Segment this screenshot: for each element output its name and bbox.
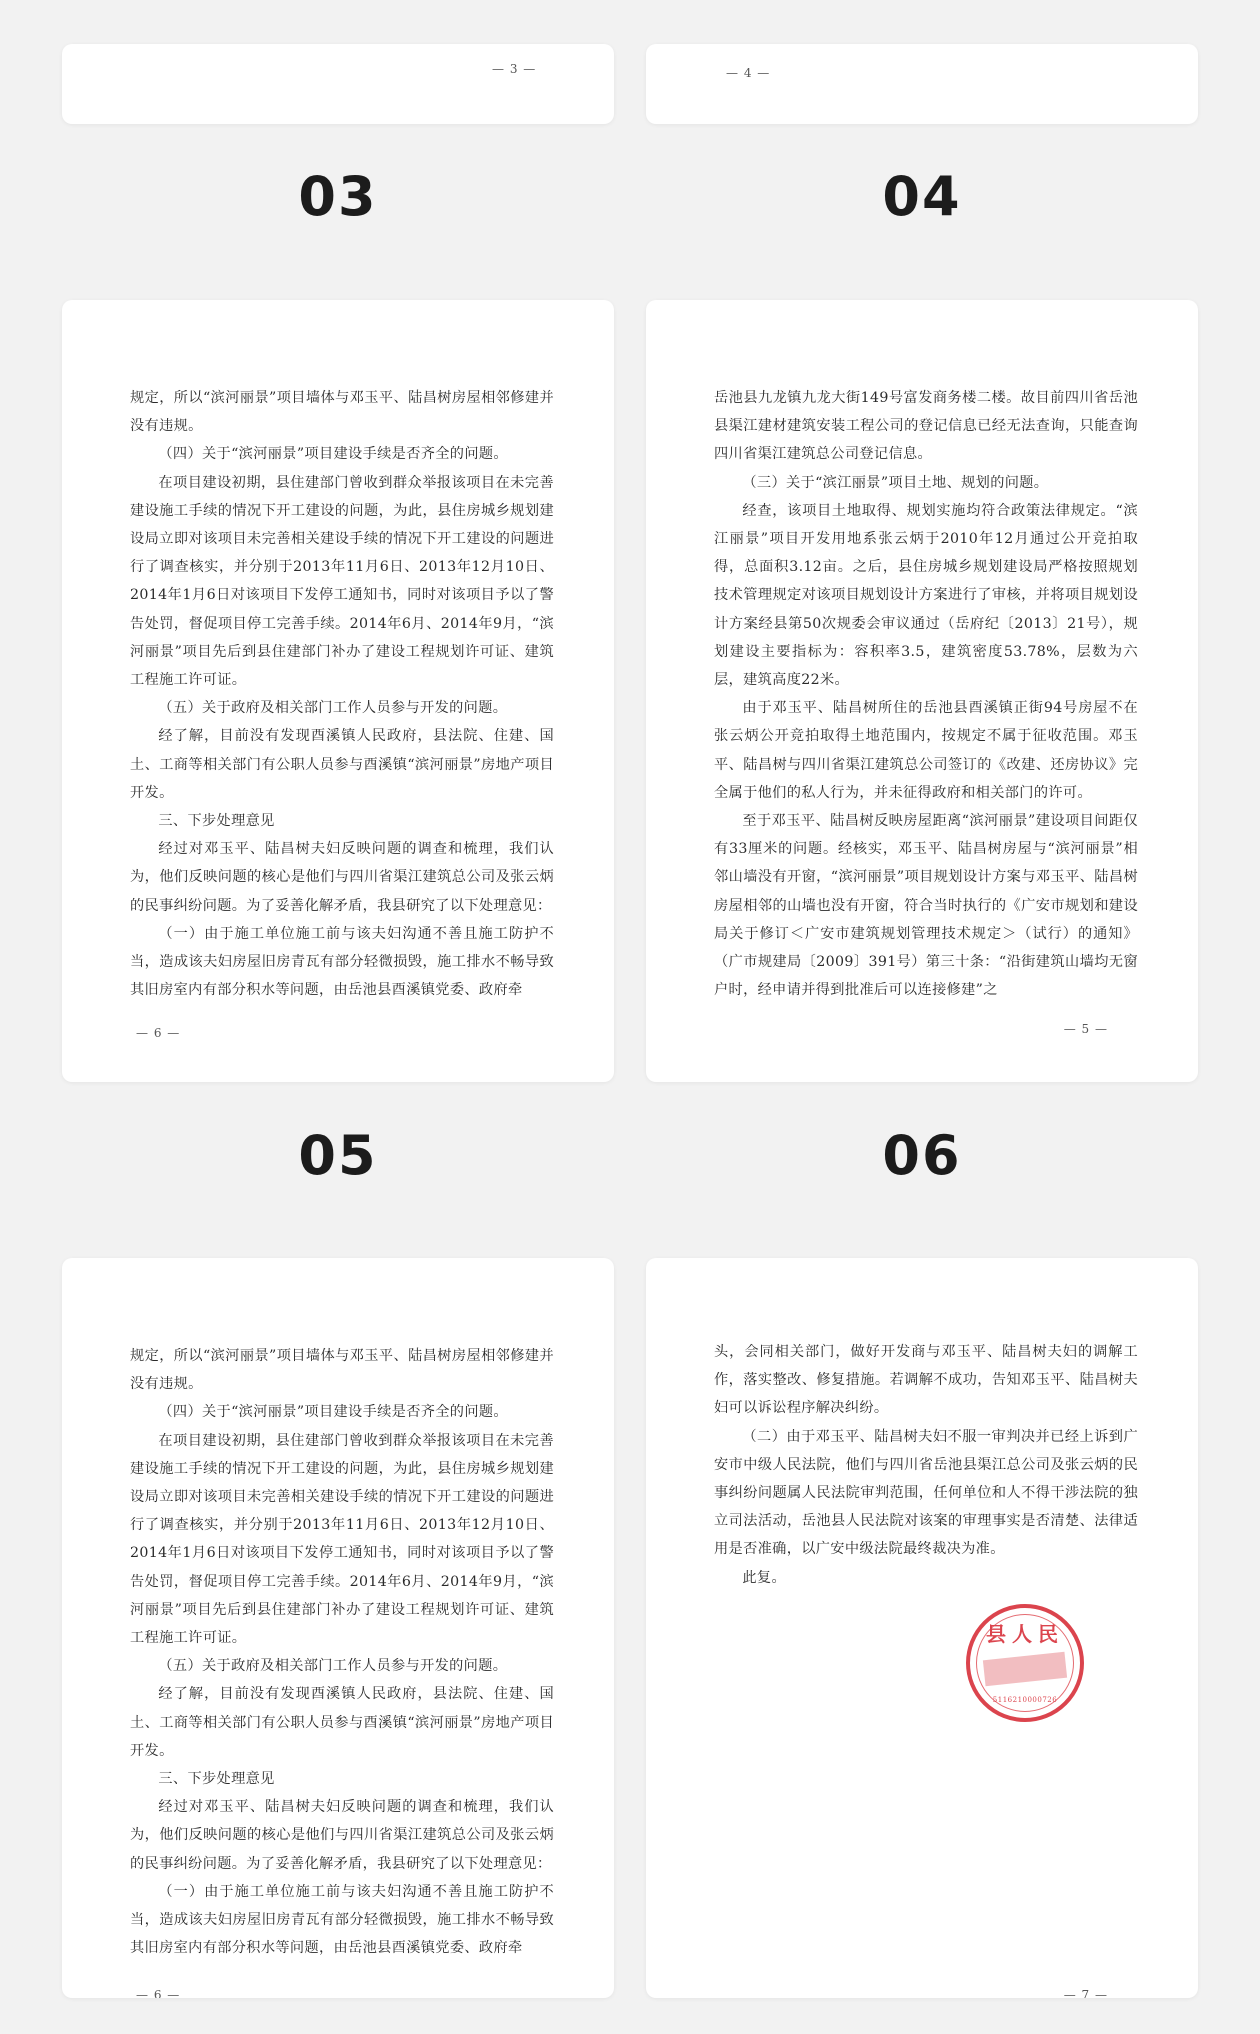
paragraph: （五）关于政府及相关部门工作人员参与开发的问题。 [158, 1658, 508, 1675]
paragraph: （三）关于“滨江丽景”项目土地、规划的问题。 [742, 474, 1049, 491]
seal-text: 县人民 [986, 1622, 1064, 1646]
document-body [130, 1342, 554, 1962]
page-card-top-right [646, 44, 1198, 124]
section-heading: 三、下步处理意见 [158, 813, 275, 830]
paragraph: 经了解，目前没有发现酉溪镇人民政府，县法院、住建、国土、工商等相关部门有公职人员参与酉溪镇“滨河丽景”房地产项目开发。 [130, 728, 554, 801]
page-card-04 [646, 300, 1198, 1082]
page-card-06 [646, 1258, 1198, 1998]
section-label-03: 03 [298, 165, 378, 228]
paragraph: 头，会同相关部门，做好开发商与邓玉平、陆昌树夫妇的调解工作，落实整改、修复措施。若调解不成功，告知邓玉平、陆昌树夫妇可以诉讼程序解决纠纷。 [714, 1344, 1138, 1417]
seal-code: 5116210000726 [992, 1696, 1058, 1704]
paragraph: 经过对邓玉平、陆昌树夫妇反映问题的调查和梳理，我们认为，他们反映问题的核心是他们与四川省渠江建筑总公司及张云炳的民事纠纷问题。为了妥善化解矛盾，我县研究了以下处理意见： [130, 1799, 554, 1872]
paragraph: 岳池县九龙镇九龙大街149号富发商务楼二楼。故目前四川省岳池县渠江建材建筑安装工程公司的登记信息已经无法查询，只能查询四川省渠江建筑总公司登记信息。 [714, 390, 1138, 463]
paragraph: 规定，所以“滨河丽景”项目墙体与邓玉平、陆昌树房屋相邻修建并没有违规。 [130, 390, 554, 435]
document-body [130, 384, 554, 1004]
document-body [714, 1338, 1138, 1592]
page-number: — 6 — [136, 1988, 181, 1998]
paragraph: 规定，所以“滨河丽景”项目墙体与邓玉平、陆昌树房屋相邻修建并没有违规。 [130, 1348, 554, 1393]
official-seal [966, 1604, 1084, 1722]
page-number: — 6 — [136, 1026, 181, 1040]
document-body [714, 384, 1138, 1004]
paragraph: 经查，该项目土地取得、规划实施均符合政策法律规定。“滨江丽景”项目开发用地系张云炳于2010年12月通过公开竞拍取得，总面积3.12亩。之后，县住房城乡规划建设局严格按照规划技术管理规定对该项目规划设计方案进行了审核，并将项目规划设计方案经县第50次规委会审议通过（岳府纪〔2013〕21号），规划建设主要指标为：容积率3.5，建筑密度53.78%，层数为六层，建筑高度22米。 [714, 502, 1138, 689]
paragraph: （四）关于“滨河丽景”项目建设手续是否齐全的问题。 [158, 446, 508, 463]
paragraph: 由于邓玉平、陆昌树所住的岳池县酉溪镇正街94号房屋不在张云炳公开竞拍取得土地范围内，按规定不属于征收范围。邓玉平、陆昌树与四川省渠江建筑总公司签订的《改建、还房协议》完全属于他们的私人行为，并未征得政府和相关部门的许可。 [714, 700, 1138, 801]
page-card-top-left [62, 44, 614, 124]
paragraph: （五）关于政府及相关部门工作人员参与开发的问题。 [158, 700, 508, 717]
page-number: — 5 — [1063, 1022, 1108, 1036]
page-number: — 7 — [1063, 1988, 1108, 1998]
section-heading: 三、下步处理意见 [158, 1771, 275, 1788]
section-label-05: 05 [298, 1124, 378, 1187]
paragraph: 在项目建设初期，县住建部门曾收到群众举报该项目在未完善建设施工手续的情况下开工建设的问题，为此，县住房城乡规划建设局立即对该项目未完善相关建设手续的情况下开工建设的问题进行了调查核实，并分别于2013年11月6日、2013年12月10日、2014年1月6日对该项目下发停工通知书，同时对该项目予以了警告处罚，督促项目停工完善手续。2014年6月、2014年9月，“滨河丽景”项目先后到县住建部门补办了建设工程规划许可证、建筑工程施工许可证。 [130, 1432, 554, 1647]
paragraph: （一）由于施工单位施工前与该夫妇沟通不善且施工防护不当，造成该夫妇房屋旧房青瓦有部分轻微损毁，施工排水不畅导致其旧房室内有部分积水等问题，由岳池县酉溪镇党委、政府牵 [130, 925, 554, 999]
paragraph: 经过对邓玉平、陆昌树夫妇反映问题的调查和梳理，我们认为，他们反映问题的核心是他们与四川省渠江建筑总公司及张云炳的民事纠纷问题。为了妥善化解矛盾，我县研究了以下处理意见： [130, 841, 554, 914]
paragraph: 在项目建设初期，县住建部门曾收到群众举报该项目在未完善建设施工手续的情况下开工建设的问题，为此，县住房城乡规划建设局立即对该项目未完善相关建设手续的情况下开工建设的问题进行了调查核实，并分别于2013年11月6日、2013年12月10日、2014年1月6日对该项目下发停工通知书，同时对该项目予以了警告处罚，督促项目停工完善手续。2014年6月、2014年9月，“滨河丽景”项目先后到县住建部门补办了建设工程规划许可证、建筑工程施工许可证。 [130, 474, 554, 689]
page-number: — 4 — [726, 66, 771, 80]
paragraph: （四）关于“滨河丽景”项目建设手续是否齐全的问题。 [158, 1404, 508, 1421]
paragraph: 此复。 [742, 1569, 787, 1586]
paragraph: 经了解，目前没有发现酉溪镇人民政府，县法院、住建、国土、工商等相关部门有公职人员参与酉溪镇“滨河丽景”房地产项目开发。 [130, 1686, 554, 1759]
page-number: — 3 — [492, 62, 537, 76]
paragraph: （二）由于邓玉平、陆昌树夫妇不服一审判决并已经上诉到广安市中级人民法院，他们与四川省岳池县渠江总公司及张云炳的民事纠纷问题属人民法院审判范围，任何单位和人不得干涉法院的独立司法活动，岳池县人民法院对该案的审理事实是否清楚、法律适用是否准确，以广安中级法院最终裁决为准。 [714, 1428, 1138, 1558]
section-label-06: 06 [882, 1124, 962, 1187]
page-card-03 [62, 300, 614, 1082]
paragraph: （一）由于施工单位施工前与该夫妇沟通不善且施工防护不当，造成该夫妇房屋旧房青瓦有部分轻微损毁，施工排水不畅导致其旧房室内有部分积水等问题，由岳池县酉溪镇党委、政府牵 [130, 1883, 554, 1957]
paragraph: 至于邓玉平、陆昌树反映房屋距离“滨河丽景”建设项目间距仅有33厘米的问题。经核实，邓玉平、陆昌树房屋与“滨河丽景”相邻山墙没有开窗，“滨河丽景”项目规划设计方案与邓玉平、陆昌树房屋相邻的山墙也没有开窗，符合当时执行的《广安市规划和建设局关于修订＜广安市建筑规划管理技术规定＞（试行）的通知》（广市规建局〔2009〕391号）第三十条：“沿街建筑山墙均无窗户时，经申请并得到批准后可以连接修建”之 [714, 813, 1138, 999]
page-card-05 [62, 1258, 614, 1998]
section-label-04: 04 [882, 165, 962, 228]
